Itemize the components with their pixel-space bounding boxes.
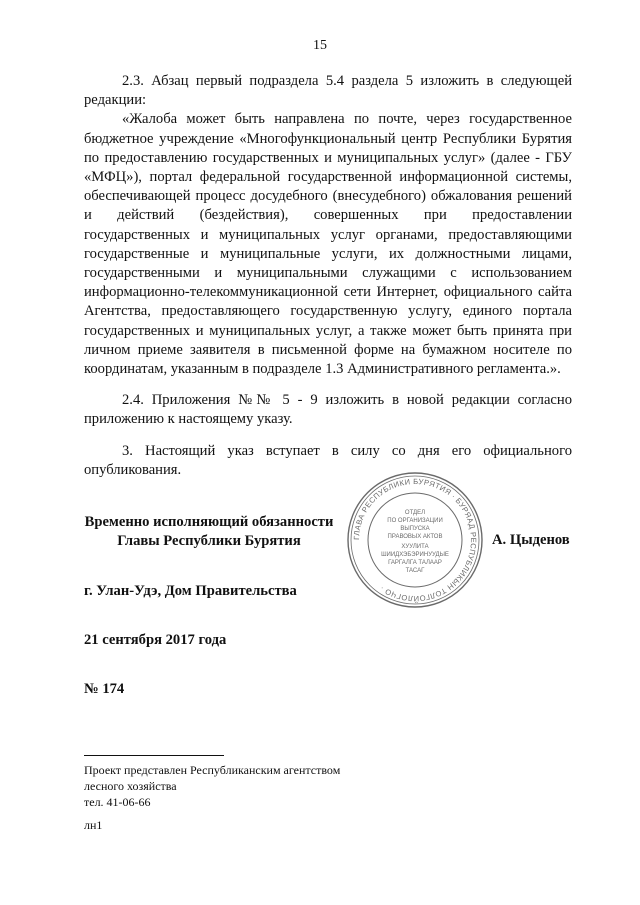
signatory-title bbox=[84, 513, 334, 551]
document-code: лн1 bbox=[84, 818, 103, 832]
document-date: 21 сентября 2017 года bbox=[84, 632, 227, 648]
document-body bbox=[84, 72, 572, 480]
paragraph-2-3: 2.3. Абзац первый подраздела 5.4 раздела 5 изложить в следующей редакции: bbox=[84, 73, 572, 109]
signatory-title-line1: Временно исполняющий обязанности bbox=[84, 514, 334, 530]
signatory-name: А. Цыденов bbox=[492, 532, 570, 548]
seal-line: ПРАВОВЫХ АКТОВ bbox=[387, 534, 443, 540]
svg-text:ГЛАВА РЕСПУБЛИКИ БУРЯТИЯ · БУР bbox=[352, 477, 478, 603]
seal-line: ХУУЛИТА bbox=[401, 544, 429, 550]
footnote-line: Проект представлен Республиканским агентством bbox=[84, 763, 341, 777]
footnote-line: лесного хозяйства bbox=[84, 779, 177, 793]
paragraph-2-4: 2.4. Приложения №№ 5 - 9 изложить в новой редакции согласно приложению к настоящему указу. bbox=[84, 392, 572, 428]
signatory-title-line2: Главы Республики Бурятия bbox=[117, 533, 301, 549]
paragraph-3: 3. Настоящий указ вступает в силу со дня его официального опубликования. bbox=[84, 442, 572, 478]
seal-ring-text: ГЛАВА РЕСПУБЛИКИ БУРЯТИЯ · БУРЯАД РЕСПУБЛИКЫН ТОЛГОЙЛОГЧО · bbox=[351, 476, 479, 604]
seal-line: ТАСАГ bbox=[405, 568, 425, 574]
seal-line: ПО ОРГАНИЗАЦИИ bbox=[387, 518, 443, 524]
seal-line: ШИИДХЭБЭРИНУУДЫЕ bbox=[381, 552, 449, 558]
footnote-divider bbox=[84, 755, 224, 756]
official-seal bbox=[345, 470, 485, 610]
seal-line: ОТДЕЛ bbox=[404, 510, 426, 516]
document-number: № 174 bbox=[84, 681, 125, 697]
paragraph-complaint: «Жалоба может быть направлена по почте, через государственное бюджетное учреждение «Многофункциональный центр Республики Бурятия по предоставлению государственных и муниципальных услуг» (далее - ГБУ «МФЦ»), портал федеральной государственной информационной системы, обеспечивающей процесс досудебного (внесудебного) обжалования решений и действий (бездействия), совершенных при предоставлении государственных и муниципальных услуг органами, предоставляющими государственные и муниципальные услуги, их должностными лицами, государственными и муниципальными служащими с использованием информационно-телекоммуникационной сети Интернет, официального сайта Агентства, предоставляющего государственную услугу, единого портала государственных и муниципальных услуг, а также может быть принята при личном приеме заявителя в письменной форме на бумажном носителе по координатам, указанным в подразделе 1.3 Административного регламента.». bbox=[84, 111, 572, 378]
place-of-signing: г. Улан-Удэ, Дом Правительства bbox=[84, 583, 297, 599]
footnote bbox=[84, 762, 340, 810]
seal-line: ГАРГАЛГА ТАЛААР bbox=[388, 560, 442, 566]
seal-line: ВЫПУСКА bbox=[400, 526, 430, 532]
page-number: 15 bbox=[313, 38, 327, 53]
footnote-phone: тел. 41-06-66 bbox=[84, 795, 151, 809]
